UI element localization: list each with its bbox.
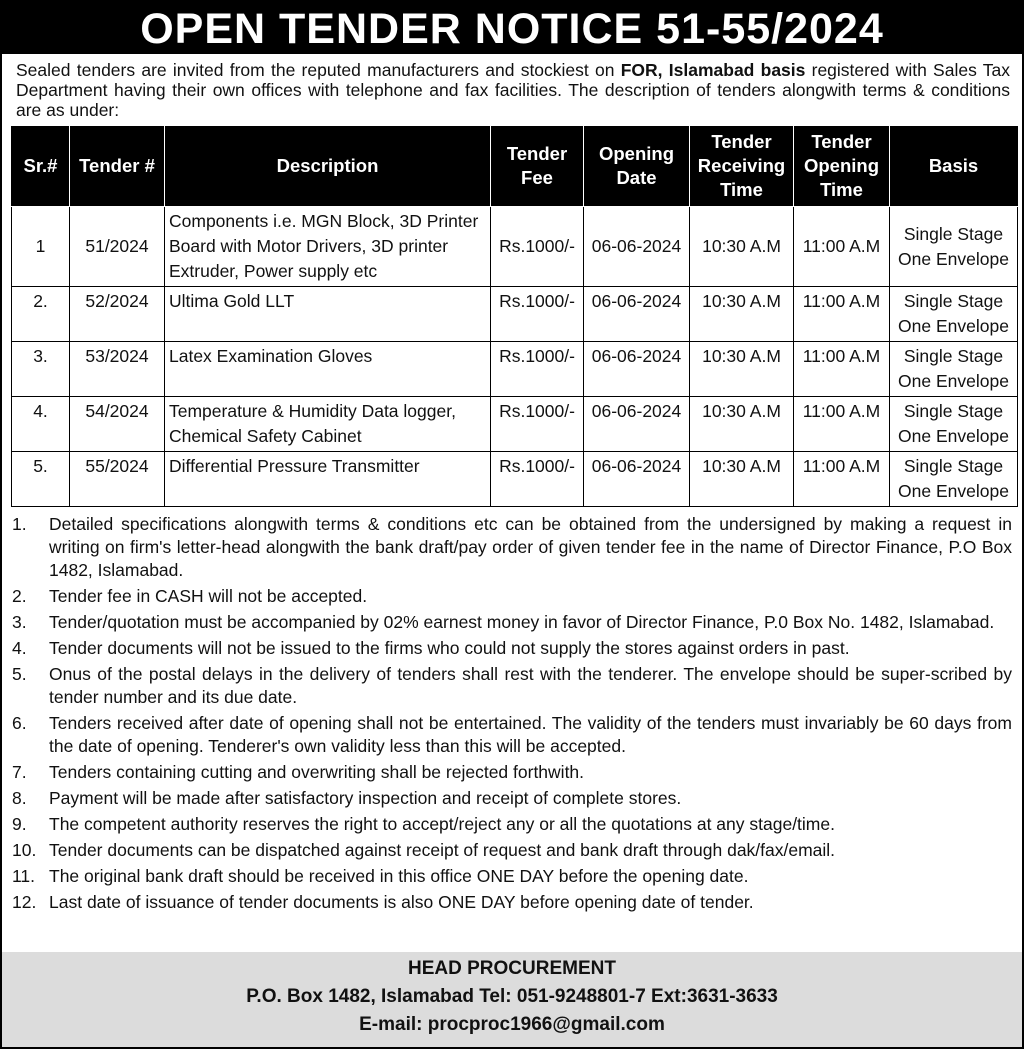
term-item [12, 787, 1012, 810]
cell-tender-no: 51/2024 [70, 207, 165, 287]
term-item [12, 611, 1012, 634]
cell-sr: 1 [12, 207, 70, 287]
col-header-opening-date: Opening Date [584, 126, 690, 207]
col-header-basis: Basis [890, 126, 1018, 207]
cell-receiving-time: 10:30 A.M [690, 287, 794, 342]
footer-address-phone: P.O. Box 1482, Islamabad Tel: 051-9248801-7 Ext:3631-3633 [246, 986, 778, 1007]
table-header-row [12, 126, 1018, 207]
cell-tender-no: 52/2024 [70, 287, 165, 342]
cell-opening-date: 06-06-2024 [584, 342, 690, 397]
cell-description: Components i.e. MGN Block, 3D Printer Board with Motor Drivers, 3D printer Extruder, Power supply etc [165, 207, 491, 287]
cell-basis: Single Stage One Envelope [890, 342, 1018, 397]
term-text: The competent authority reserves the right to accept/reject any or all the quotations at any stage/time. [49, 814, 835, 834]
col-header-tender-no: Tender # [70, 126, 165, 207]
term-text: Payment will be made after satisfactory inspection and receipt of complete stores. [49, 788, 682, 808]
term-number: 10. [12, 840, 37, 860]
term-number: 9. [12, 814, 27, 834]
terms-list [12, 513, 1012, 914]
cell-opening-time: 11:00 A.M [794, 287, 890, 342]
term-item [12, 865, 1012, 888]
cell-fee: Rs.1000/- [491, 287, 584, 342]
cell-sr: 2. [12, 287, 70, 342]
table-row [12, 397, 1018, 452]
cell-receiving-time: 10:30 A.M [690, 452, 794, 507]
term-text: Tender fee in CASH will not be accepted. [49, 586, 368, 606]
cell-tender-no: 54/2024 [70, 397, 165, 452]
term-text: Tender/quotation must be accompanied by 02% earnest money in favor of Director Finance, P.0 Box No. 1482, Islamabad. [49, 612, 995, 632]
term-text: Tender documents will not be issued to the firms who could not supply the stores against orders in past. [49, 638, 850, 658]
cell-description: Temperature & Humidity Data logger, Chemical Safety Cabinet [165, 397, 491, 452]
intro-text-start: Sealed tenders are invited from the reputed manufacturers and stockiest on [16, 60, 621, 80]
term-number: 6. [12, 713, 27, 733]
col-header-description: Description [165, 126, 491, 207]
term-number: 8. [12, 788, 27, 808]
term-item [12, 813, 1012, 836]
intro-paragraph [16, 60, 1010, 120]
term-number: 11. [12, 866, 36, 886]
footer-email: E-mail: procproc1966@gmail.com [359, 1014, 665, 1035]
term-item [12, 712, 1012, 758]
cell-sr: 4. [12, 397, 70, 452]
col-header-receiving-time: Tender Receiving Time [690, 126, 794, 207]
cell-opening-time: 11:00 A.M [794, 452, 890, 507]
cell-fee: Rs.1000/- [491, 397, 584, 452]
table-row [12, 207, 1018, 287]
cell-tender-no: 53/2024 [70, 342, 165, 397]
tenders-table [11, 126, 1018, 507]
cell-opening-time: 11:00 A.M [794, 207, 890, 287]
cell-fee: Rs.1000/- [491, 452, 584, 507]
intro-text-end: registered with Sales Tax Department having their own offices with telephone and fax facilities. The description of tenders alongwith terms & conditions are as under: [16, 60, 1010, 120]
table-row [12, 342, 1018, 397]
intro-text-bold: FOR, Islamabad basis [620, 60, 806, 80]
cell-receiving-time: 10:30 A.M [690, 342, 794, 397]
cell-receiving-time: 10:30 A.M [690, 397, 794, 452]
cell-basis: Single Stage One Envelope [890, 452, 1018, 507]
col-header-tender-fee: Tender Fee [491, 126, 584, 207]
footer-office-title: HEAD PROCUREMENT [408, 958, 616, 979]
term-text: Last date of issuance of tender documents is also ONE DAY before opening date of tender. [49, 892, 754, 912]
cell-opening-date: 06-06-2024 [584, 397, 690, 452]
term-item [12, 761, 1012, 784]
cell-fee: Rs.1000/- [491, 207, 584, 287]
term-number: 1. [12, 514, 27, 534]
cell-sr: 5. [12, 452, 70, 507]
cell-opening-time: 11:00 A.M [794, 397, 890, 452]
col-header-sr: Sr.# [12, 126, 70, 207]
cell-description: Latex Examination Gloves [165, 342, 491, 397]
cell-tender-no: 55/2024 [70, 452, 165, 507]
cell-opening-date: 06-06-2024 [584, 452, 690, 507]
cell-opening-date: 06-06-2024 [584, 287, 690, 342]
cell-opening-time: 11:00 A.M [794, 342, 890, 397]
cell-opening-date: 06-06-2024 [584, 207, 690, 287]
term-number: 12. [12, 892, 37, 912]
col-header-opening-time: Tender Opening Time [794, 126, 890, 207]
cell-sr: 3. [12, 342, 70, 397]
term-number: 7. [12, 762, 27, 782]
term-item [12, 839, 1012, 862]
term-text: Detailed specifications alongwith terms & conditions etc can be obtained from the undersigned by making a request in writing on firm's letter-head alongwith the bank draft/pay order of given tender fee in the name of Director Finance, P.O Box 1482, Islamabad. [49, 514, 1012, 580]
term-item [12, 637, 1012, 660]
term-item [12, 663, 1012, 709]
cell-basis: Single Stage One Envelope [890, 397, 1018, 452]
term-text: Tender documents can be dispatched against receipt of request and bank draft through dak/fax/email. [49, 840, 836, 860]
term-item [12, 513, 1012, 582]
term-text: The original bank draft should be received in this office ONE DAY before the opening date. [49, 866, 749, 886]
notice-title: OPEN TENDER NOTICE 51-55/2024 [2, 2, 1022, 54]
contact-footer [2, 952, 1022, 1047]
term-number: 4. [12, 638, 27, 658]
term-number: 3. [12, 612, 27, 632]
cell-description: Differential Pressure Transmitter [165, 452, 491, 507]
term-text: Tenders containing cutting and overwriting shall be rejected forthwith. [49, 762, 585, 782]
table-row [12, 452, 1018, 507]
term-text: Onus of the postal delays in the delivery of tenders shall rest with the tenderer. The envelope should be super-scribed by tender number and its due date. [49, 664, 1012, 707]
cell-basis: Single Stage One Envelope [890, 287, 1018, 342]
term-text: Tenders received after date of opening shall not be entertained. The validity of the tenders must invariably be 60 days from the date of opening. Tenderer's own validity less than this will be accepted. [49, 713, 1012, 756]
term-item [12, 585, 1012, 608]
cell-description: Ultima Gold LLT [165, 287, 491, 342]
cell-fee: Rs.1000/- [491, 342, 584, 397]
term-item [12, 891, 1012, 914]
cell-receiving-time: 10:30 A.M [690, 207, 794, 287]
term-number: 5. [12, 664, 27, 684]
table-row [12, 287, 1018, 342]
cell-basis: Single Stage One Envelope [890, 207, 1018, 287]
term-number: 2. [12, 586, 27, 606]
